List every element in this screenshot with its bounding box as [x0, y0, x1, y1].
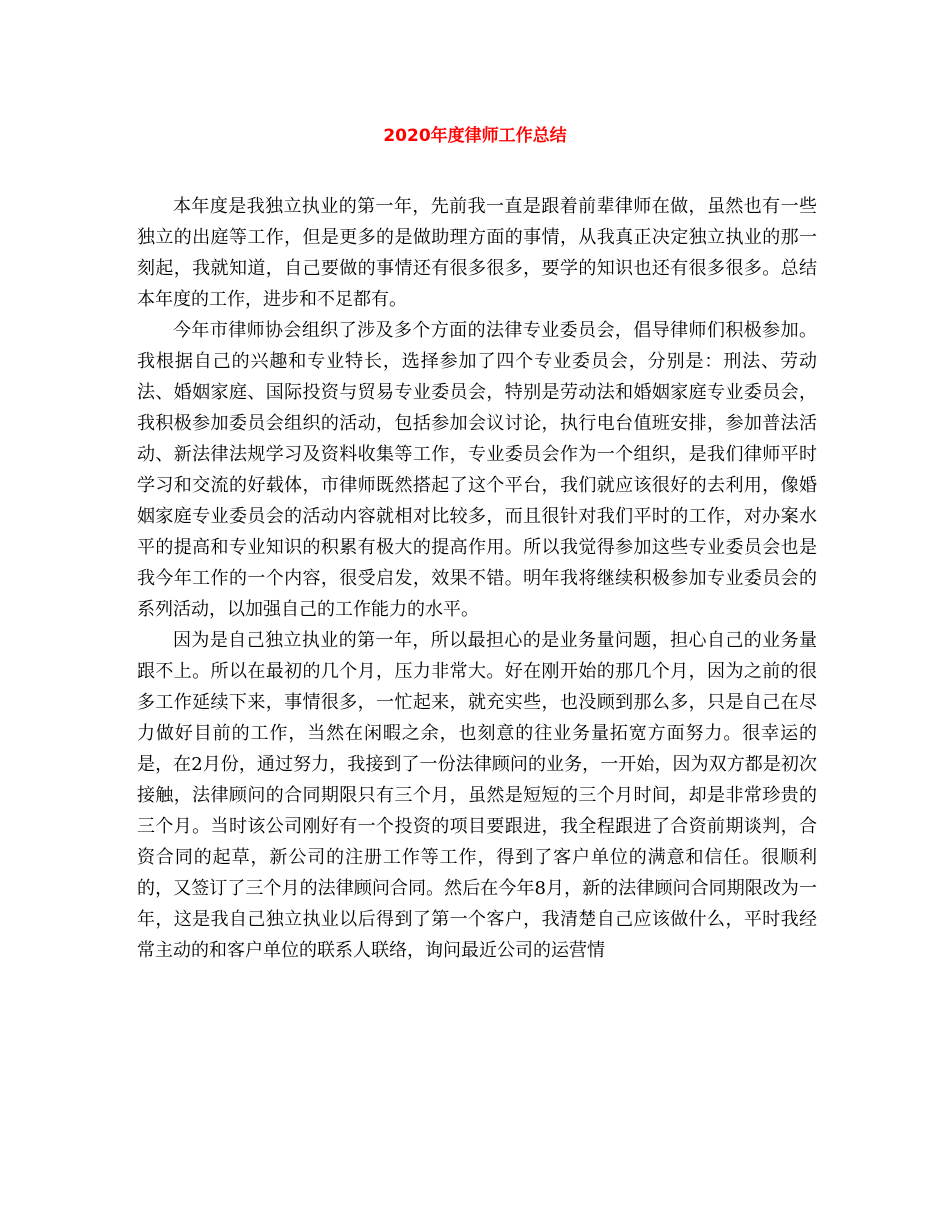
paragraph-1: 本年度是我独立执业的第一年，先前我一直是跟着前辈律师在做，虽然也有一些独立的出庭等工作，但是更多的是做助理方面的事情，从我真正决定独立执业的那一刻起，我就知道，自己要做的事情还有很多很多，要学的知识也还有很多很多。总结本年度的工作，进步和不足都有。 [137, 196, 817, 310]
document-title: 2020年度律师工作总结 [383, 126, 567, 146]
document-body [137, 191, 817, 966]
paragraph-3: 因为是自己独立执业的第一年，所以最担心的是业务量问题，担心自己的业务量跟不上。所以在最初的几个月，压力非常大。好在刚开始的那几个月，因为之前的很多工作延续下来，事情很多，一忙起来，就充实些，也没顾到那么多，只是自己在尽力做好目前的工作，当然在闲暇之余，也刻意的往业务量拓宽方面努力。很幸运的是，在2月份，通过努力，我接到了一份法律顾问的业务，一开始，因为双方都是初次接触，法律顾问的合同期限只有三个月，虽然是短短的三个月时间，却是非常珍贵的三个月。当时该公司刚好有一个投资的项目要跟进，我全程跟进了合资前期谈判，合资合同的起草，新公司的注册工作等工作，得到了客户单位的满意和信任。很顺利的，又签订了三个月的法律顾问合同。然后在今年8月，新的法律顾问合同期限改为一年，这是我自己独立执业以后得到了第一个客户，我清楚自己应该做什么，平时我经常主动的和客户单位的联系人联络，询问最近公司的运营情 [137, 630, 817, 961]
paragraph-2: 今年市律师协会组织了涉及多个方面的法律专业委员会，倡导律师们积极参加。我根据自己的兴趣和专业特长，选择参加了四个专业委员会，分别是：刑法、劳动法、婚姻家庭、国际投资与贸易专业委员会，特别是劳动法和婚姻家庭专业委员会，我积极参加委员会组织的活动，包括参加会议讨论，执行电台值班安排，参加普法活动、新法律法规学习及资料收集等工作，专业委员会作为一个组织，是我们律师平时学习和交流的好载体，市律师既然搭起了这个平台，我们就应该很好的去利用，像婚姻家庭专业委员会的活动内容就相对比较多，而且很针对我们平时的工作，对办案水平的提高和专业知识的积累有极大的提高作用。所以我觉得参加这些专业委员会也是我今年工作的一个内容，很受启发，效果不错。明年我将继续积极参加专业委员会的系列活动，以加强自己的工作能力的水平。 [137, 320, 817, 620]
